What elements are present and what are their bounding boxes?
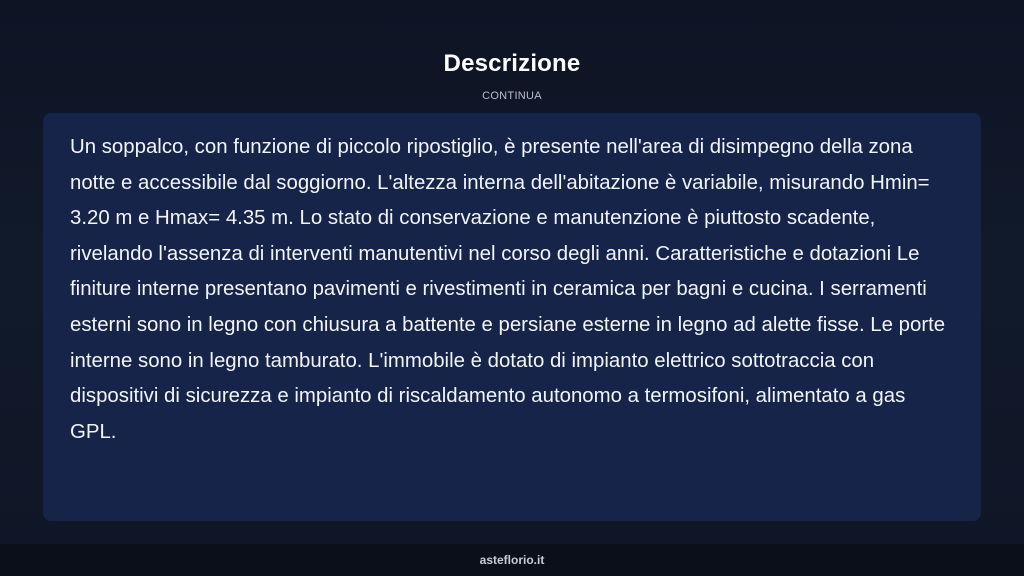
description-text: Un soppalco, con funzione di piccolo ripostiglio, è presente nell'area di disimpegno della zona notte e accessibile dal soggiorno. L'altezza interna dell'abitazione è variabile, misurando Hmin= 3.20 m e Hmax= 4.35 m. Lo stato di conservazione e manutenzione è piuttosto scadente, rivelando l'assenza di interventi manutentivi nel corso degli anni. Caratteristiche e dotazioni Le finiture interne presentano pavimenti e rivestimenti in ceramica per bagni e cucina. I serramenti esterni sono in legno con chiusura a battente e persiane esterne in legno ad alette fisse. Le porte interne sono in legno tamburato. L'immobile è dotato di impianto elettrico sottotraccia con dispositivi di sicurezza e impianto di riscaldamento autonomo a termosifoni, alimentato a gas GPL.	[70, 136, 946, 443]
brand-label: asteflorio.it	[479, 553, 545, 567]
description-card	[43, 113, 981, 521]
continue-link[interactable]: CONTINUA	[482, 90, 542, 102]
page-title: Descrizione	[443, 50, 581, 77]
